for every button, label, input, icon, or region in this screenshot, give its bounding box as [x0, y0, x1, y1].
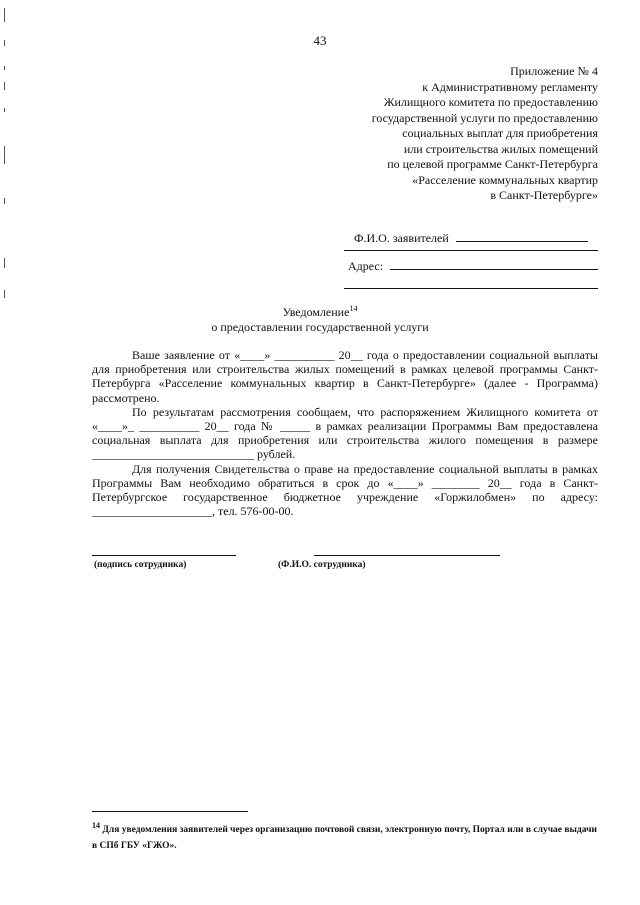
applicant-fio-field — [354, 231, 588, 246]
notice-subtitle: о предоставлении государственной услуги — [211, 320, 429, 334]
appendix-line: «Расселение коммунальных квартир — [412, 172, 598, 187]
page-number: 43 — [313, 33, 327, 48]
signature-line — [92, 555, 236, 556]
employee-name-caption: (Ф.И.О. сотрудника) — [278, 560, 366, 570]
notice-title — [0, 304, 640, 320]
appendix-header — [372, 64, 598, 204]
employee-name-line — [314, 555, 500, 556]
applicant-address-field — [348, 259, 598, 274]
appendix-line: или строительства жилых помещений — [403, 141, 598, 156]
applicant-fio-blank — [456, 231, 588, 242]
appendix-line: государственной услуги по предоставлению — [371, 110, 598, 125]
footnote-text: Для уведомления заявителей через организацию почтовой связи, электронную почту, Портал или в случае выдачи в СПб ГБУ «ГЖО». — [92, 825, 597, 852]
separator-line — [344, 288, 598, 289]
footnote-number: 14 — [92, 821, 100, 830]
applicant-address-label: Адрес: — [348, 259, 384, 273]
applicant-address-blank — [390, 259, 598, 270]
appendix-line: по целевой программе Санкт-Петербурга — [387, 157, 598, 171]
scan-margin-marks — [2, 8, 8, 308]
body-paragraph: Ваше заявление от «____» __________ 20__ года о предоставлении социальной выплаты для приобретения или строительства жилых помещений в рамках целевой программы Санкт-Петербурга «Расселение коммунальных квартир в Санкт-Петербурге» (далее - Программа) рассмотрено. — [92, 348, 598, 405]
appendix-line: к Административному регламенту — [422, 79, 598, 94]
notice-title-text: Уведомление — [282, 305, 350, 319]
notice-body — [92, 348, 598, 518]
footnote-separator — [92, 811, 248, 812]
appendix-line: в Санкт-Петербурге» — [490, 188, 598, 202]
separator-line — [344, 250, 598, 251]
appendix-line: Жилищного комитета по предоставлению — [383, 95, 598, 109]
appendix-line: социальных выплат для приобретения — [402, 126, 598, 140]
signature-caption: (подпись сотрудника) — [94, 560, 187, 570]
applicant-fio-label: Ф.И.О. заявителей — [354, 231, 449, 245]
footnote-ref: 14 — [349, 304, 358, 313]
body-paragraph: Для получения Свидетельства о праве на предоставление социальной выплаты в рамках Программы Вам необходимо обратиться в срок до «____» ________ 20__ года в Санкт-Петербургское государственное бюджетное учреждение «Горжилобмен» по адресу: ____________________, тел. 576-00-00. — [92, 461, 598, 519]
appendix-line: Приложение № 4 — [510, 64, 598, 78]
footnote — [92, 818, 598, 854]
body-paragraph: По результатам рассмотрения сообщаем, что распоряжением Жилищного комитета от «____»_ __________ 20__ года № _____ в рамках реализации Программы Вам предоставлена социальная выплата для приобретения или строительства жилого помещения в размере ___________________________ рублей. — [92, 404, 598, 462]
